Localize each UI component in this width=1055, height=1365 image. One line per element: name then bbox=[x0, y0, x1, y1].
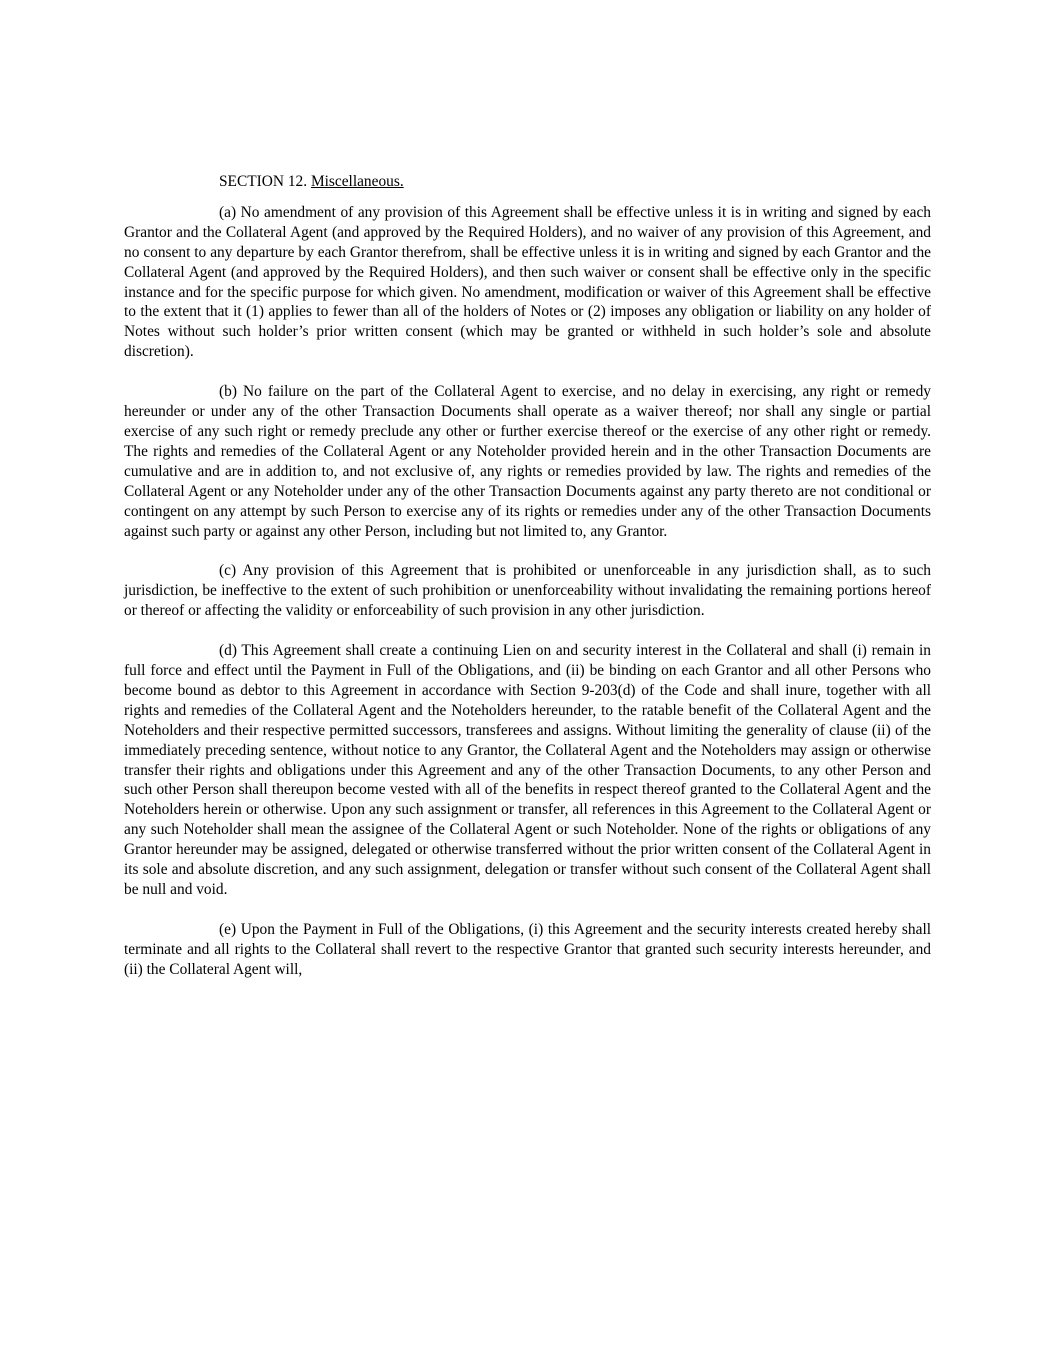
section-title: Miscellaneous. bbox=[310, 173, 404, 190]
paragraph-e: (e) Upon the Payment in Full of the Obligations, (i) this Agreement and the security interests created hereby shall terminate and all rights to the Collateral shall revert to the respective Grantor that granted such security interests hereunder, and (ii) the Collateral Agent will, bbox=[124, 920, 931, 978]
paragraph-b: (b) No failure on the part of the Collateral Agent to exercise, and no delay in exercising, any right or remedy hereunder or under any of the other Transaction Documents shall operate as a waiver thereof; nor shall any single or partial exercise of any such right or remedy preclude any other or further exercise thereof or the exercise of any other right or remedy. The rights and remedies of the Collateral Agent or any Noteholder provided herein and in the other Transaction Documents are cumulative and are in addition to, and not exclusive of, any rights or remedies provided by law. The rights and remedies of the Collateral Agent or any Noteholder under any of the other Transaction Documents against any party thereto are not conditional or contingent on any attempt by such Person to exercise any of its rights or remedies under any of the other Transaction Documents against such party or against any other Person, including but not limited to, any Grantor. bbox=[124, 383, 931, 540]
paragraph-d: (d) This Agreement shall create a continuing Lien on and security interest in the Collateral and shall (i) remain in full force and effect until the Payment in Full of the Obligations, and (ii) be binding on each Grantor and all other Persons who become bound as debtor to this Agreement in accordance with Section 9-203(d) of the Code and shall inure, together with all rights and remedies of the Collateral Agent and the Noteholders hereunder, to the ratable benefit of the Collateral Agent and the Noteholders and their respective permitted successors, transferees and assigns. Without limiting the generality of clause (ii) of the immediately preceding sentence, without notice to any Grantor, the Collateral Agent and the Noteholders may assign or otherwise transfer their rights and obligations under this Agreement and any of the other Transaction Documents, to any other Person and such other Person shall thereupon become vested with all of the benefits in respect thereof granted to the Collateral Agent and the Noteholders herein or otherwise. Upon any such assignment or transfer, all references in this Agreement to the Collateral Agent or any such Noteholder shall mean the assignee of the Collateral Agent or such Noteholder. None of the rights or obligations of any Grantor hereunder may be assigned, delegated or otherwise transferred without the prior written consent of the Collateral Agent in its sole and absolute discretion, and any such assignment, delegation or transfer without such consent of the Collateral Agent shall be null and void. bbox=[124, 642, 931, 898]
document-body bbox=[124, 172, 931, 1000]
section-label: SECTION 12. bbox=[219, 173, 308, 190]
section-heading bbox=[124, 172, 931, 192]
paragraph-c: (c) Any provision of this Agreement that is prohibited or unenforceable in any jurisdiction shall, as to such jurisdiction, be ineffective to the extent of such prohibition or unenforceability without invalidating the remaining portions hereof or thereof or affecting the validity or enforceability of such provision in any other jurisdiction. bbox=[124, 562, 931, 620]
paragraph-a: (a) No amendment of any provision of this Agreement shall be effective unless it is in writing and signed by each Grantor and the Collateral Agent (and approved by the Required Holders), and no waiver of any provision of this Agreement, and no consent to any departure by each Grantor therefrom, shall be effective unless it is in writing and signed by each Grantor and the Collateral Agent (and approved by the Required Holders), and then such waiver or consent shall be effective only in the specific instance and for the specific purpose for which given. No amendment, modification or waiver of this Agreement shall be effective to the extent that it (1) applies to fewer than all of the holders of Notes or (2) imposes any obligation or liability on any holder of Notes without such holder’s prior written consent (which may be granted or withheld in such holder’s sole and absolute discretion). bbox=[124, 203, 931, 361]
